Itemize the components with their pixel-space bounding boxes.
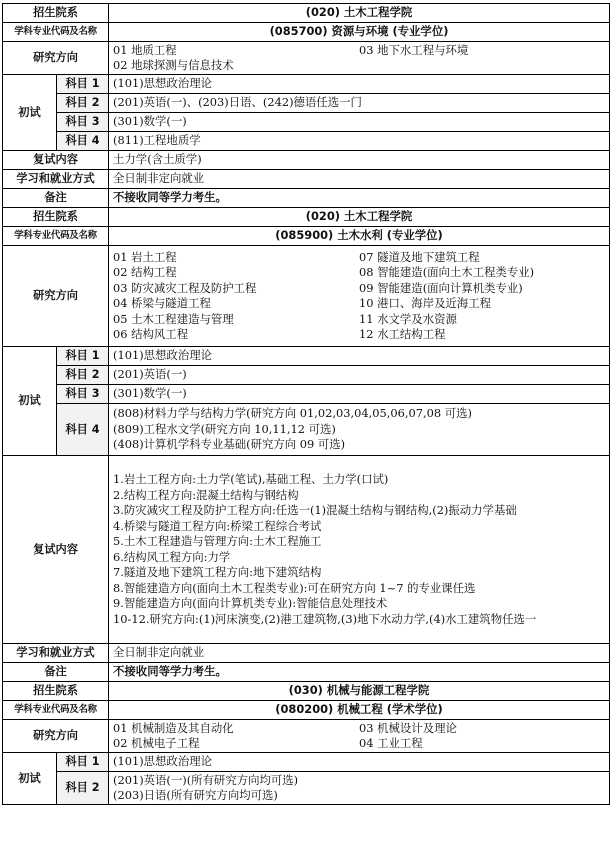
notes-value: 不接收同等学力考生。 — [109, 189, 610, 208]
major-row — [3, 227, 610, 246]
direction-item: 09 智能建造(面向计算机类专业) — [359, 280, 523, 295]
major-name: (085900) 土木水利 (专业学位) — [109, 227, 610, 246]
retest-item: 9.智能建造方向(面向计算机类专业):智能信息处理技术 — [113, 596, 388, 610]
subject2-option: (203)日语(所有研究方向均可选) — [113, 788, 278, 802]
retest-list — [109, 456, 610, 644]
direction-item: 04 工业工程 — [359, 736, 423, 750]
subject3-label: 科目 3 — [57, 113, 109, 132]
subject4-option: (808)材料力学与结构力学(研究方向 01,02,03,04,05,06,07,08 可选) — [113, 406, 472, 421]
retest-label: 复试内容 — [3, 456, 109, 644]
direction-item: 03 机械设计及理论 — [359, 720, 457, 735]
school-label: 招生院系 — [3, 682, 109, 701]
study-mode-label: 学习和就业方式 — [3, 644, 109, 663]
school-row — [3, 208, 610, 227]
school-row — [3, 682, 610, 701]
retest-item: 1.岩土工程方向:土力学(笔试),基础工程、土力学(口试) — [113, 472, 389, 486]
subject-row — [3, 75, 610, 94]
directions-row — [3, 42, 610, 75]
subject1-label: 科目 1 — [57, 753, 109, 772]
directions-row — [3, 246, 610, 347]
notes-label: 备注 — [3, 663, 109, 682]
study-mode-row — [3, 644, 610, 663]
direction-item: 10 港口、海岸及近海工程 — [359, 296, 492, 310]
subject-row — [3, 366, 610, 385]
direction-item: 02 机械电子工程 — [113, 736, 200, 750]
major-code-label: 学科专业代码及名称 — [3, 701, 109, 720]
subject4-label: 科目 4 — [57, 404, 109, 456]
retest-value: 土力学(含土质学) — [109, 151, 610, 170]
subject2-value: (201)英语(一)、(203)日语、(242)德语任选一门 — [109, 94, 610, 113]
retest-label: 复试内容 — [3, 151, 109, 170]
directions-label: 研究方向 — [3, 720, 109, 753]
directions-label: 研究方向 — [3, 42, 109, 75]
subject4-value — [109, 404, 610, 456]
major-row — [3, 701, 610, 720]
study-mode-value: 全日制非定向就业 — [109, 644, 610, 663]
major-name: (085700) 资源与环境 (专业学位) — [109, 23, 610, 42]
retest-row — [3, 151, 610, 170]
prelim-label: 初试 — [3, 347, 57, 456]
subject1-value: (101)思想政治理论 — [109, 753, 610, 772]
subject1-value: (101)思想政治理论 — [109, 347, 610, 366]
subject3-value: (301)数学(一) — [109, 385, 610, 404]
school-row — [3, 4, 610, 23]
prelim-label: 初试 — [3, 753, 57, 805]
subject2-option: (201)英语(一)(所有研究方向均可选) — [113, 772, 299, 787]
subject-row — [3, 132, 610, 151]
subject1-value: (101)思想政治理论 — [109, 75, 610, 94]
retest-item: 8.智能建造方向(面向土木工程类专业):可在研究方向 1~7 的专业课任选 — [113, 580, 476, 595]
study-mode-row — [3, 170, 610, 189]
direction-item: 07 隧道及地下建筑工程 — [359, 249, 480, 264]
direction-item: 01 地质工程 — [113, 42, 177, 57]
subject2-label: 科目 2 — [57, 772, 109, 805]
prelim-label: 初试 — [3, 75, 57, 151]
directions-row — [3, 720, 610, 753]
school-name: (020) 土木工程学院 — [109, 4, 610, 23]
notes-row — [3, 663, 610, 682]
direction-item: 11 水文学及水资源 — [359, 311, 457, 326]
direction-item: 08 智能建造(面向土木工程类专业) — [359, 265, 535, 279]
directions-list — [109, 246, 610, 347]
subject-row — [3, 94, 610, 113]
direction-item: 01 岩土工程 — [113, 249, 177, 264]
major-code-label: 学科专业代码及名称 — [3, 23, 109, 42]
retest-item: 10-12.研究方向:(1)河床演变,(2)港工建筑物,(3)地下水动力学,(4)水工建筑物任选一 — [113, 611, 537, 626]
subject2-label: 科目 2 — [57, 94, 109, 113]
study-mode-label: 学习和就业方式 — [3, 170, 109, 189]
retest-item: 6.结构风工程方向:力学 — [113, 549, 231, 564]
major-name: (080200) 机械工程 (学术学位) — [109, 701, 610, 720]
school-name: (030) 机械与能源工程学院 — [109, 682, 610, 701]
direction-item: 06 结构风工程 — [113, 327, 189, 341]
direction-item: 01 机械制造及其自动化 — [113, 720, 234, 735]
notes-label: 备注 — [3, 189, 109, 208]
subject-row — [3, 347, 610, 366]
admissions-table — [2, 3, 610, 805]
school-label: 招生院系 — [3, 4, 109, 23]
retest-item: 4.桥梁与隧道工程方向:桥梁工程综合考试 — [113, 518, 322, 533]
direction-item: 05 土木工程建造与管理 — [113, 311, 234, 326]
subject4-option: (408)计算机学科专业基础(研究方向 09 可选) — [113, 437, 346, 452]
subject4-option: (809)工程水文学(研究方向 10,11,12 可选) — [113, 421, 336, 436]
subject2-value: (201)英语(一) — [109, 366, 610, 385]
direction-item: 02 结构工程 — [113, 265, 177, 279]
subject3-value: (301)数学(一) — [109, 113, 610, 132]
notes-value: 不接收同等学力考生。 — [109, 663, 610, 682]
retest-row — [3, 456, 610, 644]
directions-list — [109, 720, 610, 753]
school-name: (020) 土木工程学院 — [109, 208, 610, 227]
subject1-label: 科目 1 — [57, 347, 109, 366]
subject2-value — [109, 772, 610, 805]
subject-row — [3, 113, 610, 132]
major-code-label: 学科专业代码及名称 — [3, 227, 109, 246]
major-row — [3, 23, 610, 42]
retest-item: 5.土木工程建造与管理方向:土木工程施工 — [113, 534, 322, 548]
direction-item: 03 防灾减灾工程及防护工程 — [113, 280, 257, 295]
subject-row — [3, 772, 610, 805]
direction-item: 03 地下水工程与环境 — [359, 42, 469, 57]
subject-row — [3, 404, 610, 456]
subject3-label: 科目 3 — [57, 385, 109, 404]
retest-item: 7.隧道及地下建筑工程方向:地下建筑结构 — [113, 565, 322, 579]
subject4-value: (811)工程地质学 — [109, 132, 610, 151]
subject2-label: 科目 2 — [57, 366, 109, 385]
direction-item: 12 水工结构工程 — [359, 327, 446, 341]
subject-row — [3, 753, 610, 772]
school-label: 招生院系 — [3, 208, 109, 227]
direction-item: 02 地球探测与信息技术 — [113, 58, 234, 72]
subject1-label: 科目 1 — [57, 75, 109, 94]
subject-row — [3, 385, 610, 404]
retest-item: 2.结构工程方向:混凝土结构与钢结构 — [113, 487, 299, 502]
directions-list — [109, 42, 610, 75]
direction-item: 04 桥梁与隧道工程 — [113, 296, 211, 310]
study-mode-value: 全日制非定向就业 — [109, 170, 610, 189]
retest-item: 3.防灾减灾工程及防护工程方向:任选一(1)混凝土结构与钢结构,(2)振动力学基础 — [113, 503, 517, 517]
subject4-label: 科目 4 — [57, 132, 109, 151]
directions-label: 研究方向 — [3, 246, 109, 347]
notes-row — [3, 189, 610, 208]
